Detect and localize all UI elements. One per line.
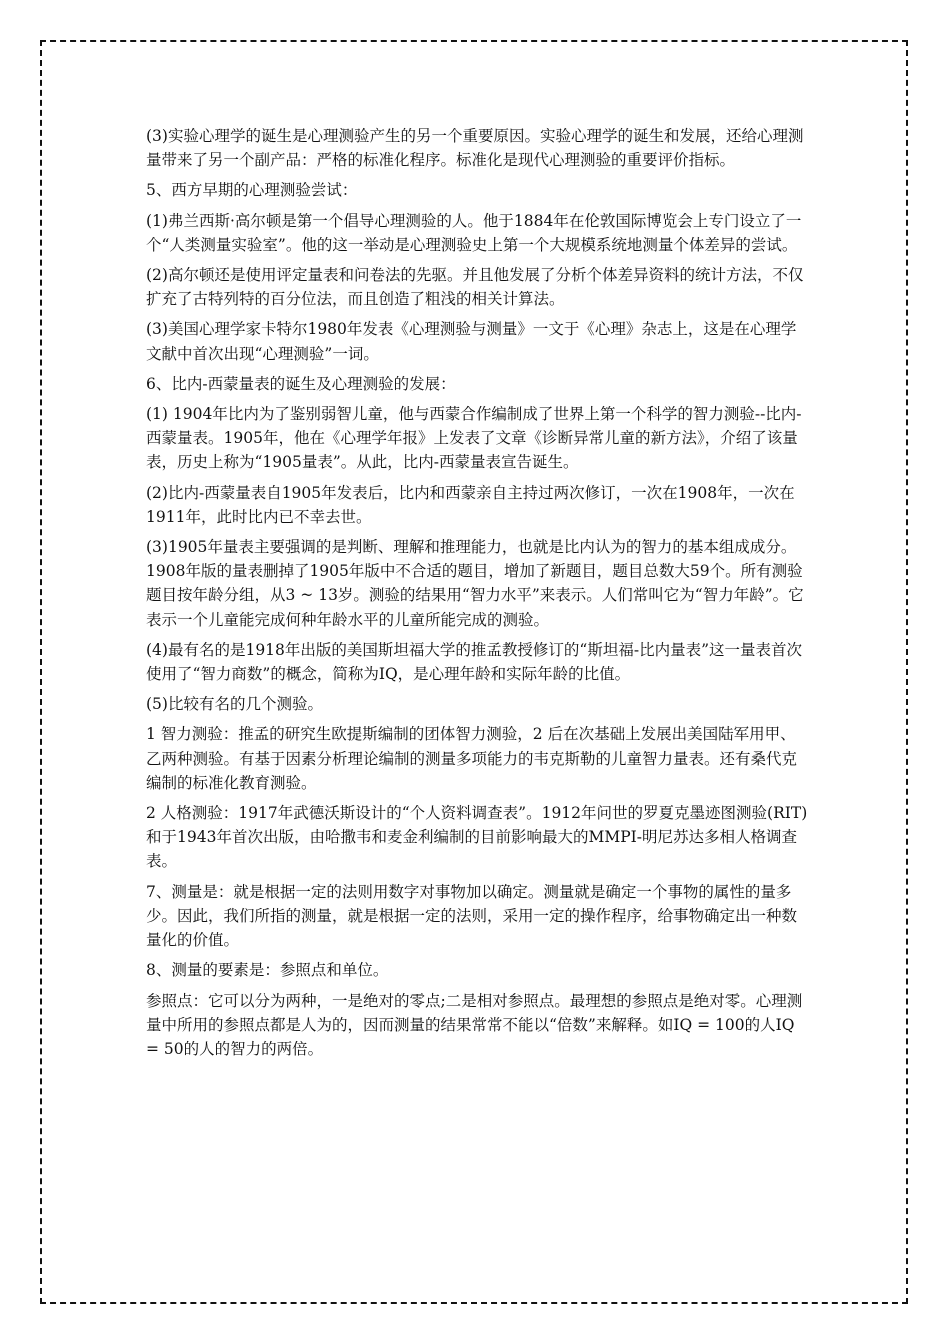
section-heading: 6、比内-西蒙量表的诞生及心理测验的发展： [146, 374, 456, 393]
section-heading: 7、测量是：就是根据一定的法则用数字对事物加以确定。测量就是确定一个事物的属性的量多少。因此，我们所指的测量，就是根据一定的法则，采用一定的操作程序，给事物确定出一种数量化的价值。 [146, 882, 798, 950]
paragraph: (4)最有名的是1918年出版的美国斯坦福大学的推孟教授修订的“斯坦福-比内量表”这一量表首次使用了“智力商数”的概念，简称为IQ，是心理年龄和实际年龄的比值。 [146, 640, 802, 684]
paragraph: (1) 1904年比内为了鉴别弱智儿童，他与西蒙合作编制成了世界上第一个科学的智力测验--比内-西蒙量表。1905年，他在《心理学年报》上发表了文章《诊断异常儿童的新方法》，介绍了该量表，历史上称为“1905量表”。从此，比内-西蒙量表宣告诞生。 [146, 405, 802, 472]
paragraph: 2 人格测验：1917年武德沃斯设计的“个人资料调查表”。1912年问世的罗夏克墨迹图测验(RIT)和于1943年首次出版，由哈撒韦和麦金利编制的目前影响最大的MMPI-明尼苏达多相人格调查表。 [146, 804, 808, 871]
paragraph: (2)高尔顿还是使用评定量表和问卷法的先驱。并且他发展了分析个体差异资料的统计方法，不仅扩充了古特列特的百分位法，而且创造了粗浅的相关计算法。 [146, 266, 804, 309]
paragraph: (3)美国心理学家卡特尔1980年发表《心理测验与测量》一文于《心理》杂志上，这是在心理学文献中首次出现“心理测验”一词。 [146, 320, 797, 363]
paragraph: (3)实验心理学的诞生是心理测验产生的另一个重要原因。实验心理学的诞生和发展，还给心理测量带来了另一个副产品：严格的标准化程序。标准化是现代心理测验的重要评价指标。 [146, 127, 804, 170]
paragraph: 1 智力测验：推孟的研究生欧提斯编制的团体智力测验，2 后在次基础上发展出美国陆军用甲、乙两种测验。有基于因素分析理论编制的测量多项能力的韦克斯勒的儿童智力量表。还有桑代克编制的标准化教育测验。 [146, 725, 798, 792]
paragraph: (5)比较有名的几个测验。 [146, 695, 323, 714]
paragraph: (2)比内-西蒙量表自1905年发表后，比内和西蒙亲自主持过两次修订，一次在1908年，一次在1911年，此时比内已不幸去世。 [146, 483, 795, 526]
section-heading: 5、西方早期的心理测验尝试： [146, 181, 358, 200]
section-heading: 8、测量的要素是：参照点和单位。 [146, 961, 389, 980]
paragraph: (1)弗兰西斯·高尔顿是第一个倡导心理测验的人。他于1884年在伦敦国际博览会上专门设立了一个“人类测量实验室”。他的这一举动是心理测验史上第一个大规模系统地测量个体差异的尝试。 [146, 211, 802, 254]
document-body [146, 124, 808, 1067]
paragraph: (3)1905年量表主要强调的是判断、理解和推理能力，也就是比内认为的智力的基本组成成分。1908年版的量表删掉了1905年版中不合适的题目，增加了新题目，题目总数大59个。所有测验题目按年龄分组，从3 ~ 13岁。测验的结果用“智力水平”来表示。人们常叫它为“智力年龄”。它表示一个儿童能完成何种年龄水平的儿童所能完成的测验。 [146, 538, 804, 629]
paragraph: 参照点：它可以分为两种，一是绝对的零点;二是相对参照点。最理想的参照点是绝对零。心理测量中所用的参照点都是人为的，因而测量的结果常常不能以“倍数”来解释。如IQ = 100的人IQ = 50的人的智力的两倍。 [146, 991, 803, 1058]
